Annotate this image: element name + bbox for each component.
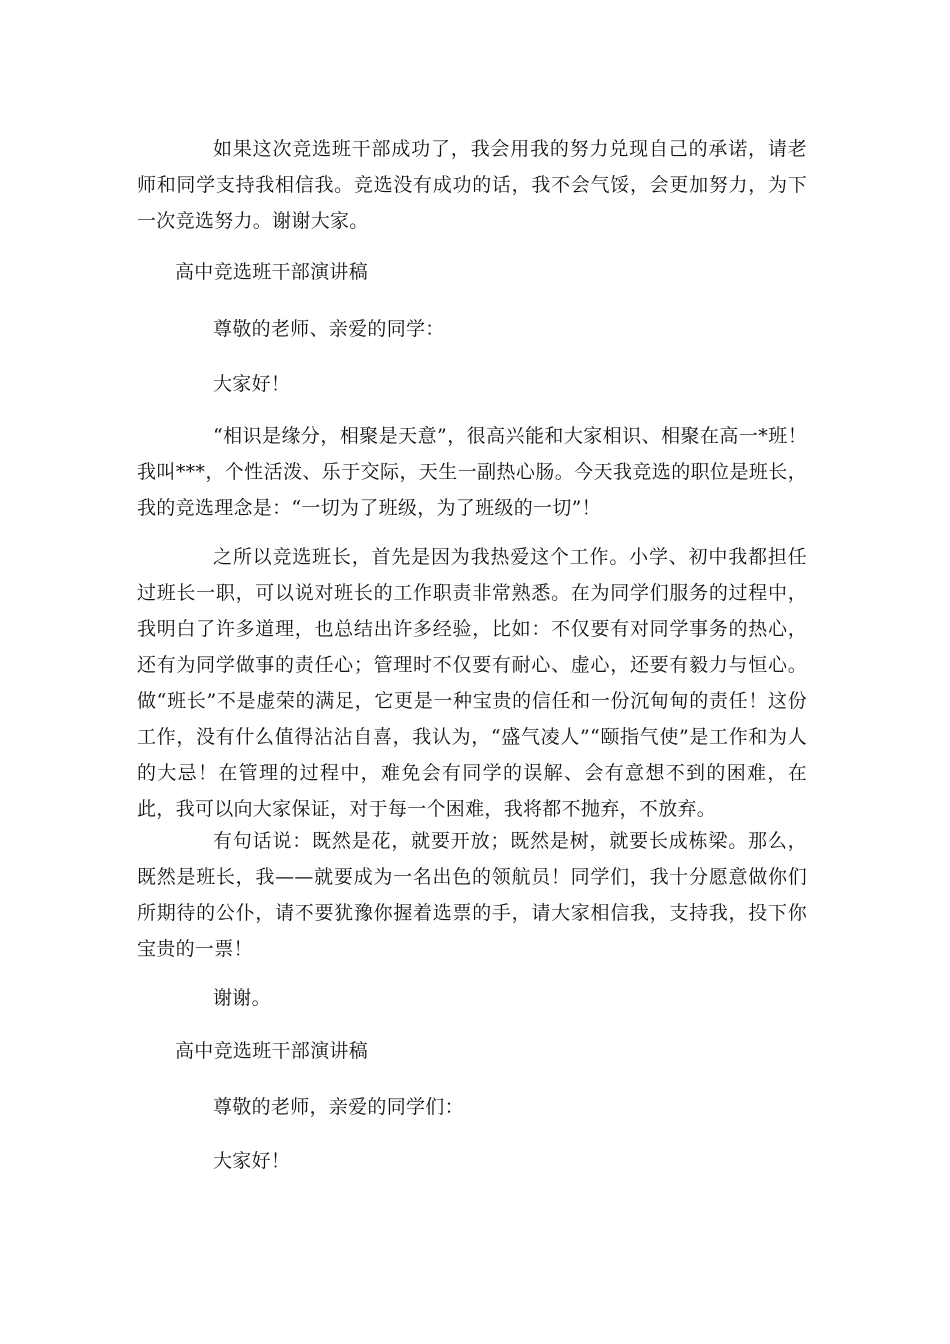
intro-paragraph: “相识是缘分，相聚是天意”，很高兴能和大家相识、相聚在高一*班！我叫***，个性活泼、乐于交际，天生一副热心肠。今天我竞选的职位是班长，我的竞选理念是：“一切为了班级，为了班级的一切”！ <box>137 425 807 519</box>
salutation: 尊敬的老师、亲爱的同学： <box>213 318 445 340</box>
greeting-2: 大家好！ <box>213 1150 291 1172</box>
appeal-paragraph: 有句话说：既然是花，就要开放；既然是树，就要长成栋梁。那么，既然是班长，我——就要成为一名出色的领航员！同学们，我十分愿意做你们所期待的公仆，请不要犹豫你握着选票的手，请大家相信我，支持我，投下你宝贵的一票！ <box>137 830 807 960</box>
speech-title: 高中竞选班干部演讲稿 <box>175 261 369 283</box>
closing-paragraph: 如果这次竞选班干部成功了，我会用我的努力兑现自己的承诺，请老师和同学支持我相信我。竞选没有成功的话，我不会气馁，会更加努力，为下一次竞选努力。谢谢大家。 <box>137 138 807 232</box>
reason-paragraph: 之所以竞选班长，首先是因为我热爱这个工作。小学、初中我都担任过班长一职，可以说对班长的工作职责非常熟悉。在为同学们服务的过程中，我明白了许多道理，也总结出许多经验，比如：不仅要有对同学事务的热心，还有为同学做事的责任心；管理时不仅要有耐心、虚心，还要有毅力与恒心。做“班长”不是虚荣的满足，它更是一种宝贵的信任和一份沉甸甸的责任！这份工作，没有什么值得沾沾自喜，我认为，“盛气凌人”“颐指气使”是工作和为人的大忌！在管理的过程中，难免会有同学的误解、会有意想不到的困难，在此，我可以向大家保证，对于每一个困难，我将都不抛弃，不放弃。 <box>137 546 807 820</box>
greeting: 大家好！ <box>213 373 291 395</box>
thanks-line: 谢谢。 <box>213 987 271 1009</box>
speech-title-2: 高中竞选班干部演讲稿 <box>175 1040 369 1062</box>
salutation-2: 尊敬的老师，亲爱的同学们： <box>213 1096 464 1118</box>
